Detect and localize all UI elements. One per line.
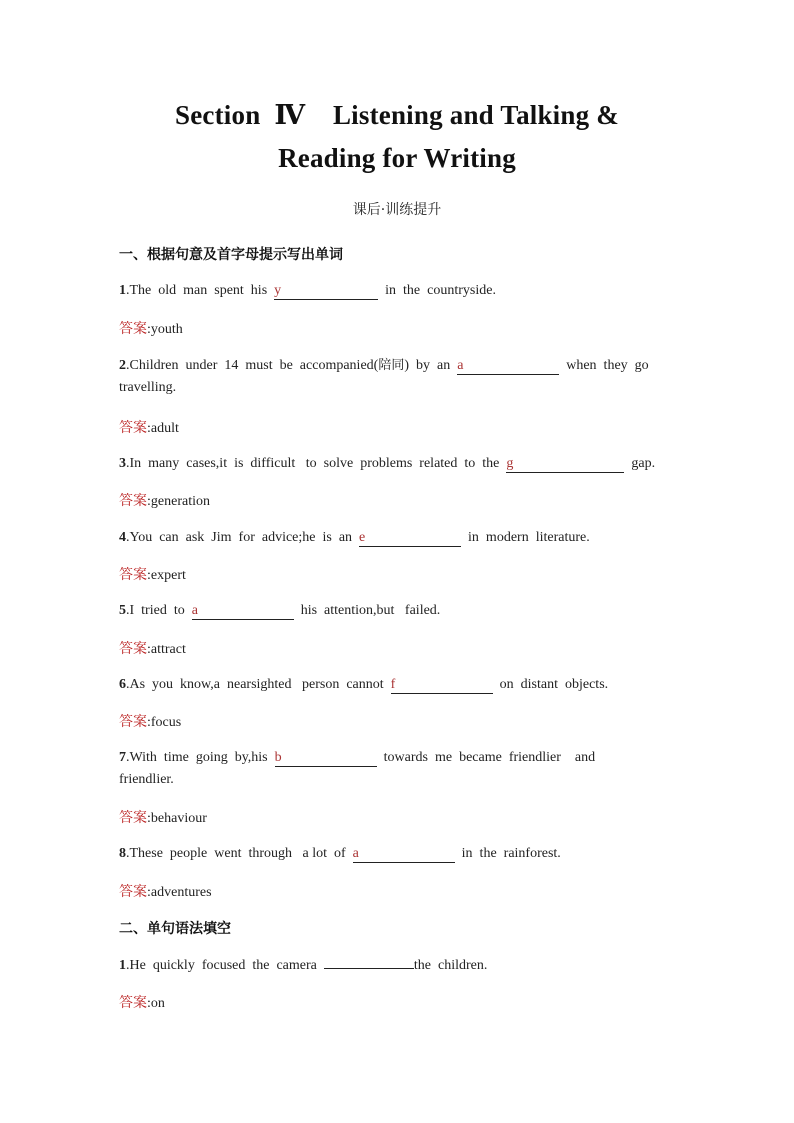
question-1: 1.The old man spent his y in the countryside.: [119, 283, 496, 298]
answer-8: 答案:adventures: [119, 884, 212, 900]
question-3: 3.In many cases,it is difficult to solve problems related to the g gap.: [119, 456, 656, 471]
answer-blank[interactable]: a: [192, 603, 294, 620]
answer-blank[interactable]: y: [274, 283, 378, 300]
answer-1: 答案:youth: [119, 321, 183, 337]
question-2: 2.Children under 14 must be accompanied(陪同) by an a when they go travelling.: [119, 358, 653, 395]
question-number: 1: [119, 283, 126, 298]
answer-blank[interactable]: g: [506, 456, 624, 473]
answer-blank[interactable]: a: [457, 358, 559, 375]
question-6: 6.As you know,a nearsighted person cannot f on distant objects.: [119, 677, 609, 692]
page-subtitle: 课后·训练提升: [352, 202, 442, 218]
grammar-answer-1: 答案:on: [119, 995, 165, 1011]
answer-2: 答案:adult: [119, 420, 179, 436]
question-5: 5.I tried to a his attention,but failed.: [119, 603, 441, 618]
answer-blank[interactable]: f: [391, 677, 493, 694]
answer-6: 答案:focus: [119, 714, 182, 730]
section-2-heading: 二、单句语法填空: [119, 921, 231, 937]
question-7: 7.With time going by,his b towards me became friendlier and friendlier.: [119, 750, 599, 787]
answer-4: 答案:expert: [119, 567, 186, 583]
answer-blank[interactable]: e: [359, 530, 461, 547]
answer-5: 答案:attract: [119, 641, 186, 657]
question-8: 8.These people went through a lot of a in the rainforest.: [119, 846, 561, 861]
answer-7: 答案:behaviour: [119, 810, 207, 826]
answer-blank[interactable]: a: [353, 846, 455, 863]
answer-blank[interactable]: b: [275, 750, 377, 767]
question-4: 4.You can ask Jim for advice;he is an e in modern literature.: [119, 530, 590, 545]
section-1-heading: 一、根据句意及首字母提示写出单词: [119, 247, 343, 263]
page-title-line-1: Section Ⅳ Listening and Talking &: [175, 100, 619, 130]
grammar-question-1: 1.He quickly focused the camera the children.: [119, 958, 488, 973]
page-title-line-2: Reading for Writing: [278, 143, 516, 173]
answer-blank[interactable]: [324, 968, 414, 969]
answer-3: 答案:generation: [119, 493, 210, 509]
answer-label: 答案: [119, 321, 147, 337]
